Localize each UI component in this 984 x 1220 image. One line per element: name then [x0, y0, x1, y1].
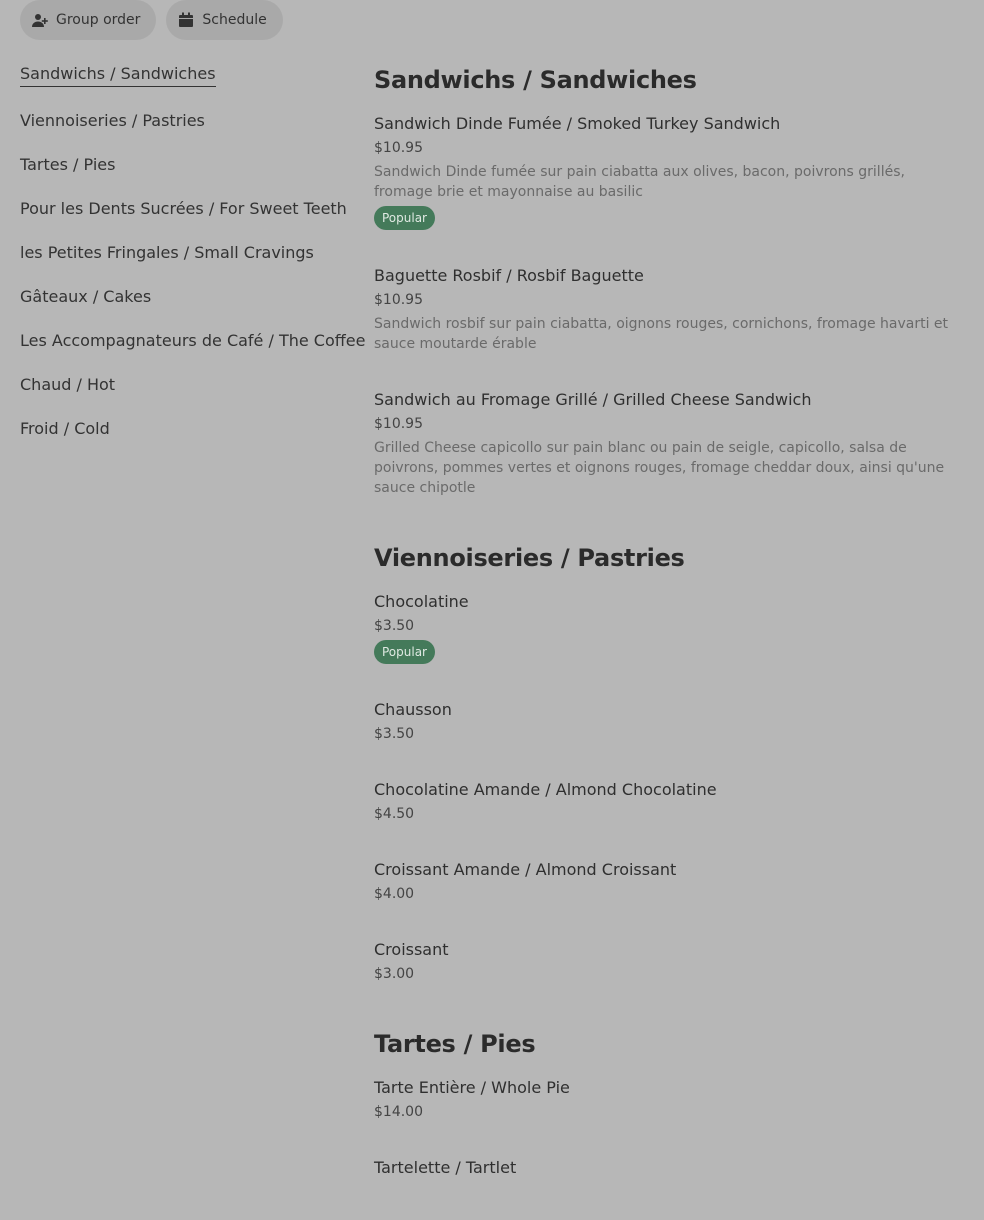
- item-price: $3.50: [374, 618, 415, 634]
- sidebar-item-coffee[interactable]: Les Accompagnateurs de Café / The Coffee: [20, 331, 366, 350]
- item-description: Grilled Cheese capicollo sur pain blanc ou pain de seigle, capicollo, salsa de poivrons, pommes vertes et oignons rouges, fromage cheddar doux, ainsi qu'une sauce chipotle: [374, 440, 945, 496]
- item-name: Tartelette / Tartlet: [374, 1158, 517, 1177]
- item-name: Croissant: [374, 940, 449, 959]
- menu-item[interactable]: [374, 698, 964, 744]
- sidebar-item-cakes[interactable]: Gâteaux / Cakes: [20, 287, 152, 306]
- item-price: $3.00: [374, 966, 415, 982]
- sidebar-item-sweet-teeth[interactable]: Pour les Dents Sucrées / For Sweet Teeth: [20, 199, 347, 218]
- menu-item[interactable]: [374, 938, 964, 984]
- item-price: $4.50: [374, 806, 415, 822]
- top-actions: [20, 0, 283, 40]
- section-title: Tartes / Pies: [374, 1030, 536, 1058]
- item-price: $10.95: [374, 292, 423, 308]
- item-name: Chausson: [374, 700, 452, 719]
- group-order-button[interactable]: [20, 0, 156, 40]
- section-sandwiches: [374, 60, 964, 498]
- item-name: Tarte Entière / Whole Pie: [374, 1078, 570, 1097]
- item-name: Chocolatine Amande / Almond Chocolatine: [374, 780, 717, 799]
- menu-item[interactable]: [374, 264, 964, 354]
- menu-item[interactable]: [374, 112, 964, 230]
- sidebar-item-pastries[interactable]: Viennoiseries / Pastries: [20, 111, 205, 130]
- menu-content: [374, 60, 964, 1220]
- item-price: $10.95: [374, 416, 423, 432]
- menu-item[interactable]: [374, 590, 964, 664]
- menu-item[interactable]: [374, 858, 964, 904]
- menu-item[interactable]: [374, 778, 964, 824]
- sidebar-item-small-cravings[interactable]: les Petites Fringales / Small Cravings: [20, 243, 314, 262]
- section-title: Viennoiseries / Pastries: [374, 544, 685, 572]
- item-description: Sandwich rosbif sur pain ciabatta, oignons rouges, cornichons, fromage havarti et sauce moutarde érable: [374, 316, 949, 352]
- popular-badge: Popular: [374, 640, 435, 664]
- group-order-label: Group order: [56, 12, 141, 28]
- sidebar-item-cold[interactable]: Froid / Cold: [20, 419, 110, 438]
- section-title: Sandwichs / Sandwiches: [374, 66, 697, 94]
- sidebar-item-hot[interactable]: Chaud / Hot: [20, 375, 116, 394]
- item-description: Sandwich Dinde fumée sur pain ciabatta aux olives, bacon, poivrons grillés, fromage brie et mayonnaise au basilic: [374, 164, 905, 200]
- section-pies: [374, 1024, 964, 1180]
- menu-item[interactable]: [374, 1076, 964, 1122]
- section-pastries: [374, 538, 964, 984]
- schedule-button[interactable]: [166, 0, 282, 40]
- sidebar-item-sandwiches[interactable]: Sandwichs / Sandwiches: [20, 62, 216, 87]
- add-person-icon: [32, 12, 48, 28]
- item-price: $3.50: [374, 726, 415, 742]
- item-price: $14.00: [374, 1104, 423, 1120]
- popular-badge: Popular: [374, 206, 435, 230]
- calendar-icon: [178, 12, 194, 28]
- sidebar-item-pies[interactable]: Tartes / Pies: [20, 155, 116, 174]
- menu-item[interactable]: [374, 388, 964, 498]
- item-name: Croissant Amande / Almond Croissant: [374, 860, 677, 879]
- item-name: Sandwich Dinde Fumée / Smoked Turkey Sandwich: [374, 114, 781, 133]
- menu-item[interactable]: [374, 1156, 964, 1180]
- item-price: $10.95: [374, 140, 423, 156]
- schedule-label: Schedule: [202, 12, 267, 28]
- item-name: Baguette Rosbif / Rosbif Baguette: [374, 266, 644, 285]
- item-name: Chocolatine: [374, 592, 469, 611]
- category-sidebar: [20, 62, 366, 461]
- item-price: $4.00: [374, 886, 415, 902]
- item-name: Sandwich au Fromage Grillé / Grilled Cheese Sandwich: [374, 390, 812, 409]
